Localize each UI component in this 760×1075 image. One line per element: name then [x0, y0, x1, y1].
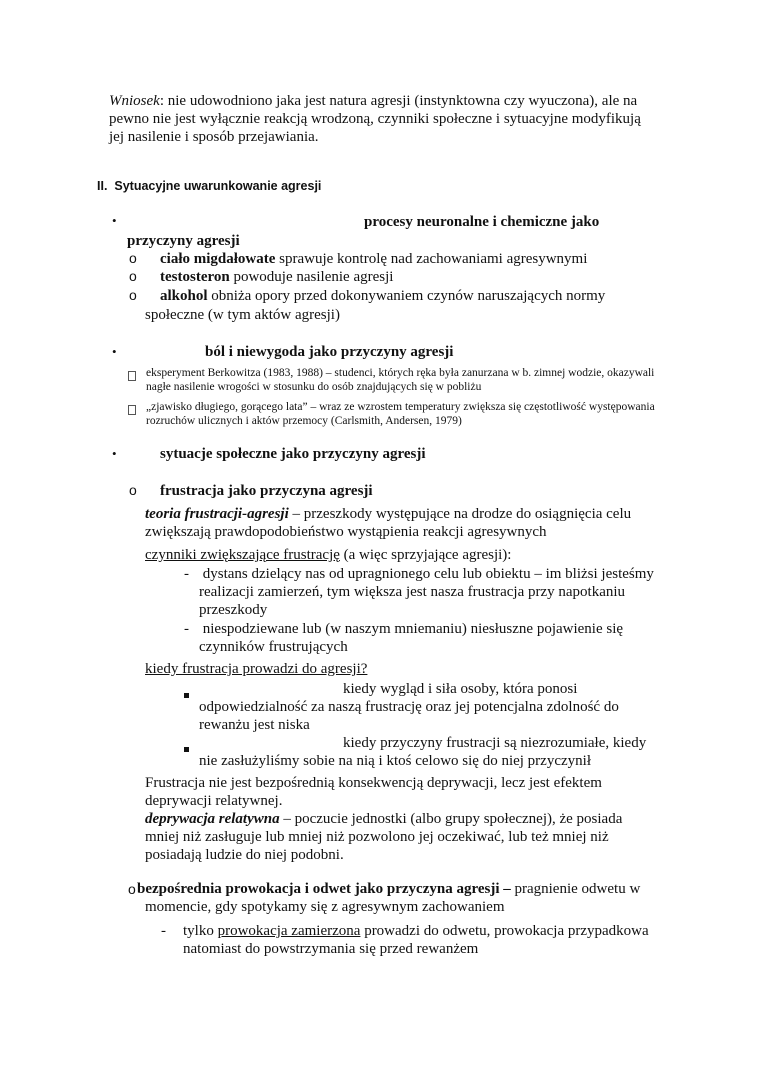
- frustration-heading: frustracja jako przyczyna agresji: [160, 483, 373, 499]
- frustration-theory: teoria frustracji-agresji – przeszkody występujące na drodze do osiągnięcia celu zwiększają prawdopodobieństwo wystąpienia reakcji agresywnych: [145, 506, 632, 540]
- section-title: Sytuacyjne uwarunkowanie agresji: [114, 179, 322, 193]
- dash-icon: -: [161, 923, 166, 939]
- bullet-icon: •: [112, 213, 117, 228]
- neuro-item-2: testosteron powoduje nasilenie agresji: [160, 269, 394, 285]
- provocation-paragraph: bezpośrednia prowokacja i odwet jako przyczyna agresji – pragnienie odwetu w momencie, gdy spotykamy się z agresywnym zachowaniem: [137, 881, 641, 915]
- social-heading: sytuacje społeczne jako przyczyny agresji: [160, 446, 426, 462]
- factor-item-2: niespodziewane lub (w naszym mniemaniu) niesłuszne pojawienie się czynników frustrujących: [199, 621, 624, 655]
- when-item-2-line2: nie zasłużyliśmy sobie na nią i ktoś celowo się do niej przyczynił: [199, 753, 591, 769]
- circle-bullet-icon: o: [129, 482, 137, 498]
- conclusion-line-2: pewno nie jest wyłącznie reakcją wrodzoną, czynniki społeczne i sytuacyjne modyfikują: [109, 111, 641, 127]
- conclusion-paragraph: [109, 92, 729, 146]
- when-item-1-rest: odpowiedzialność za naszą frustrację oraz jej potencjalna zdolność do rewanżu jest niska: [199, 699, 619, 733]
- when-heading: kiedy frustracja prowadzi do agresji?: [145, 661, 368, 677]
- pain-item-1: eksperyment Berkowitza (1983, 1988) – studenci, których ręka była zanurzana w b. zimnej wodzie, okazywali nagłe nasilenie wrogości w stosunku do osób znajdujących się w pobliżu: [146, 367, 655, 393]
- checkbox-bullet-icon: [128, 402, 136, 420]
- when-item-1-line1: kiedy wygląd i siła osoby, która ponosi: [343, 681, 578, 697]
- neuro-item-3-cont: społeczne (w tym aktów agresji): [145, 307, 340, 323]
- circle-bullet-icon: o: [129, 268, 137, 284]
- circle-bullet-icon: o: [128, 881, 136, 897]
- conclusion-label: Wniosek: [109, 93, 160, 109]
- circle-bullet-icon: o: [129, 287, 137, 303]
- square-bullet-icon: [184, 739, 189, 757]
- conclusion-line-3: jej nasilenie i sposób przejawiania.: [109, 129, 319, 145]
- neuro-item-1: ciało migdałowate sprawuje kontrolę nad zachowaniami agresywnymi: [160, 251, 588, 267]
- dash-icon: -: [184, 621, 189, 637]
- when-item-2-line1: kiedy przyczyny frustracji są niezrozumiałe, kiedy: [343, 735, 647, 751]
- dash-icon: -: [184, 566, 189, 582]
- checkbox-bullet-icon: [128, 368, 136, 386]
- conclusion-line-1: : nie udowodniono jaka jest natura agresji (instynktowna czy wyuczona), ale na: [159, 93, 638, 109]
- pain-item-2: „zjawisko długiego, gorącego lata” – wraz ze wzrostem temperatury zwiększa się częstotliwość występowania rozruchów ulicznych i aktów przemocy (Carlsmith, Andersen, 1979): [146, 401, 655, 427]
- bullet-icon: •: [112, 446, 117, 461]
- factor-item-1: dystans dzielący nas od upragnionego celu lub obiektu – im bliżsi jesteśmy realizacji zamierzeń, tym większa jest nasza frustracja przy napotkaniu przeszkody: [199, 566, 654, 618]
- factors-heading: czynniki zwiększające frustrację (a więc sprzyjające agresji):: [145, 547, 512, 563]
- provocation-item: tylko prowokacja zamierzona prowadzi do odwetu, prowokacja przypadkowa natomiast do powstrzymania się przed rewanżem: [183, 923, 649, 957]
- neuro-heading-2: przyczyny agresji: [127, 233, 240, 249]
- square-bullet-icon: [184, 685, 189, 703]
- deprivation-paragraph: Frustracja nie jest bezpośrednią konsekwencją deprywacji, lecz jest efektem deprywacji relatywnej. deprywacja relatywna – poczucie jednostki (albo grupy społecznej), że posiada mniej niż zasługuje lub mniej niż pozwolono jej oczekiwać, lub też mniej niż posiadają ludzie do niej podobni.: [145, 775, 623, 863]
- section-heading: [97, 179, 321, 193]
- neuro-heading-1: procesy neuronalne i chemiczne jako: [364, 214, 600, 230]
- neuro-item-3: alkohol obniża opory przed dokonywaniem czynów naruszających normy: [160, 288, 606, 304]
- pain-heading: ból i niewygoda jako przyczyny agresji: [205, 344, 454, 360]
- circle-bullet-icon: o: [129, 250, 137, 266]
- bullet-icon: •: [112, 344, 117, 359]
- section-number: II.: [97, 179, 108, 193]
